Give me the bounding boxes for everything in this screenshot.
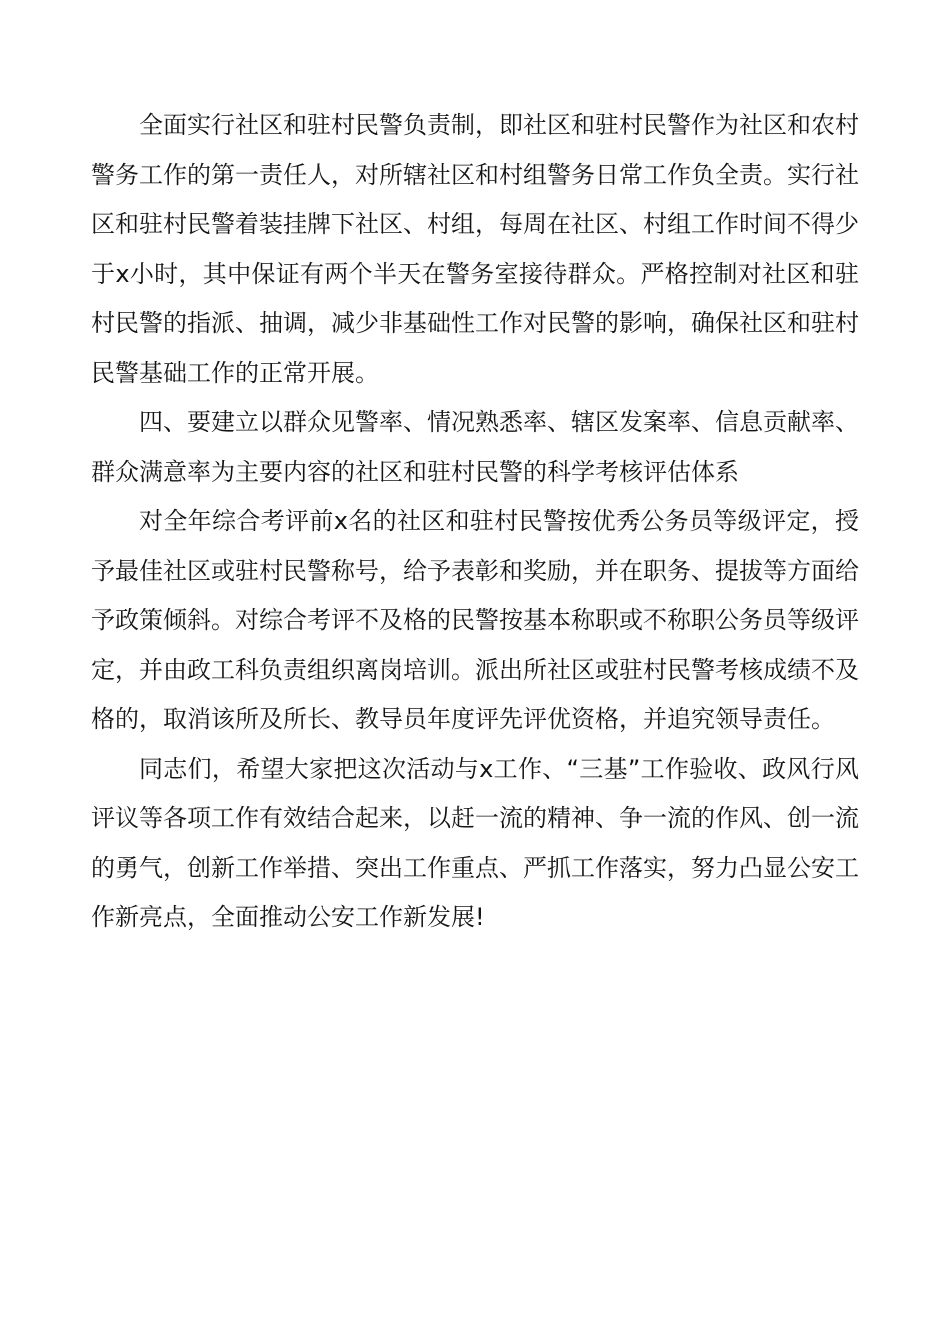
paragraph-assessment-rewards: 对全年综合考评前x名的社区和驻村民警按优秀公务员等级评定，授予最佳社区或驻村民警称号，给予表彰和奖励，并在职务、提拔等方面给予政策倾斜。对综合考评不及格的民警按基本称职或不称职公务员等级评定，并由政工科负责组织离岗培训。派出所社区或驻村民警考核成绩不及格的，取消该所及所长、教导员年度评先评优资格，并追究领导责任。 [91, 507, 859, 733]
paragraph-closing-remarks: 同志们，希望大家把这次活动与x工作、“三基”工作验收、政风行风评议等各项工作有效结合起来，以赶一流的精神、争一流的作风、创一流的勇气，创新工作举措、突出工作重点、严抓工作落实，努力凸显公安工作新亮点，全面推动公安工作新发展! [91, 754, 859, 931]
section-heading-assessment-system: 四、要建立以群众见警率、情况熟悉率、辖区发案率、信息贡献率、群众满意率为主要内容的社区和驻村民警的科学考核评估体系 [91, 408, 859, 486]
paragraph-community-police-responsibility: 全面实行社区和驻村民警负责制，即社区和驻村民警作为社区和农村警务工作的第一责任人，对所辖社区和村组警务日常工作负全责。实行社区和驻村民警着装挂牌下社区、村组，每周在社区、村组工作时间不得少于x小时，其中保证有两个半天在警务室接待群众。严格控制对社区和驻村民警的指派、抽调，减少非基础性工作对民警的影响，确保社区和驻村民警基础工作的正常开展。 [91, 111, 859, 387]
document-body [91, 101, 859, 943]
